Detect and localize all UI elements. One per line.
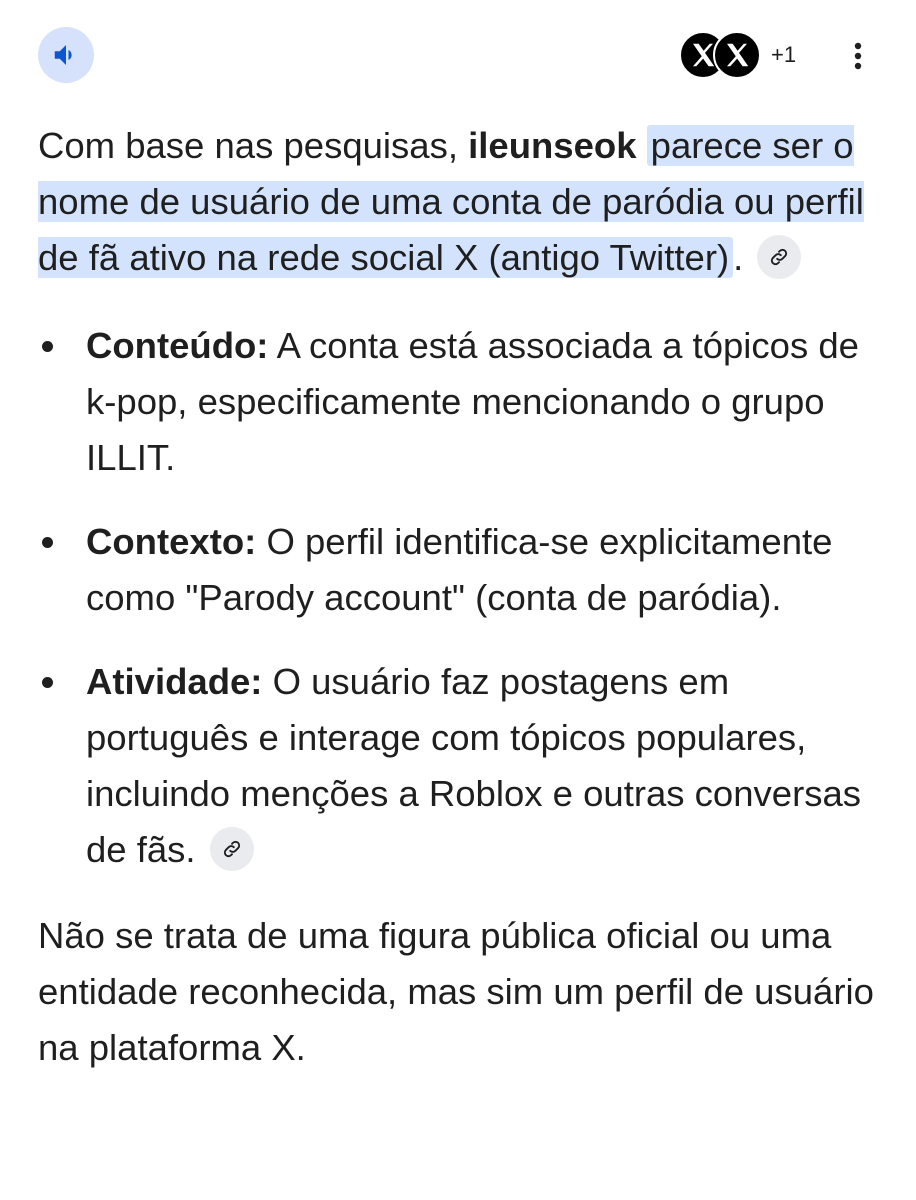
sources-chip[interactable] xyxy=(679,30,796,80)
bullet-title: Contexto: xyxy=(86,521,257,562)
closing-paragraph: Não se trata de uma figura pública oficial ou uma entidade reconhecida, mas sim um perfil de usuário na plataforma X. xyxy=(38,915,874,1068)
more-options-button[interactable] xyxy=(838,36,878,76)
more-vert-icon xyxy=(853,41,863,71)
citation-button[interactable] xyxy=(757,235,801,279)
intro-trail: . xyxy=(733,237,744,278)
list-item xyxy=(38,654,888,878)
x-logo-icon xyxy=(713,31,761,79)
bullet xyxy=(42,341,53,352)
list-item xyxy=(38,318,888,486)
bullet-text: O usuário faz postagens em português e interage com tópicos populares, incluindo menções a Roblox e outras conversas de fãs. xyxy=(86,661,862,870)
intro-lead: Com base nas pesquisas, xyxy=(38,125,469,166)
bullet-text: O perfil identifica-se explicitamente como "Parody account" (conta de paródia). xyxy=(86,521,833,618)
read-aloud-button[interactable] xyxy=(38,27,94,83)
bullet-title: Conteúdo: xyxy=(86,325,269,366)
details-list xyxy=(38,318,888,878)
intro-paragraph xyxy=(38,118,888,286)
bullet xyxy=(42,537,53,548)
response-body xyxy=(38,118,888,1076)
sources-more-count: +1 xyxy=(771,42,797,67)
bullet-text: A conta está associada a tópicos de k-pop, especificamente mencionando o grupo ILLIT. xyxy=(86,325,859,478)
intro-highlight[interactable]: parece ser o nome de usuário de uma conta de paródia ou perfil de fã ativo na rede social X (antigo Twitter) xyxy=(38,125,864,278)
volume-icon xyxy=(51,40,81,70)
bullet xyxy=(42,677,53,688)
bullet-title: Atividade: xyxy=(86,661,263,702)
citation-button[interactable] xyxy=(210,827,254,871)
list-item xyxy=(38,514,888,626)
link-icon xyxy=(221,838,243,860)
response-toolbar xyxy=(0,0,916,110)
link-icon xyxy=(768,246,790,268)
intro-bold-term: ileunseok xyxy=(468,125,637,166)
